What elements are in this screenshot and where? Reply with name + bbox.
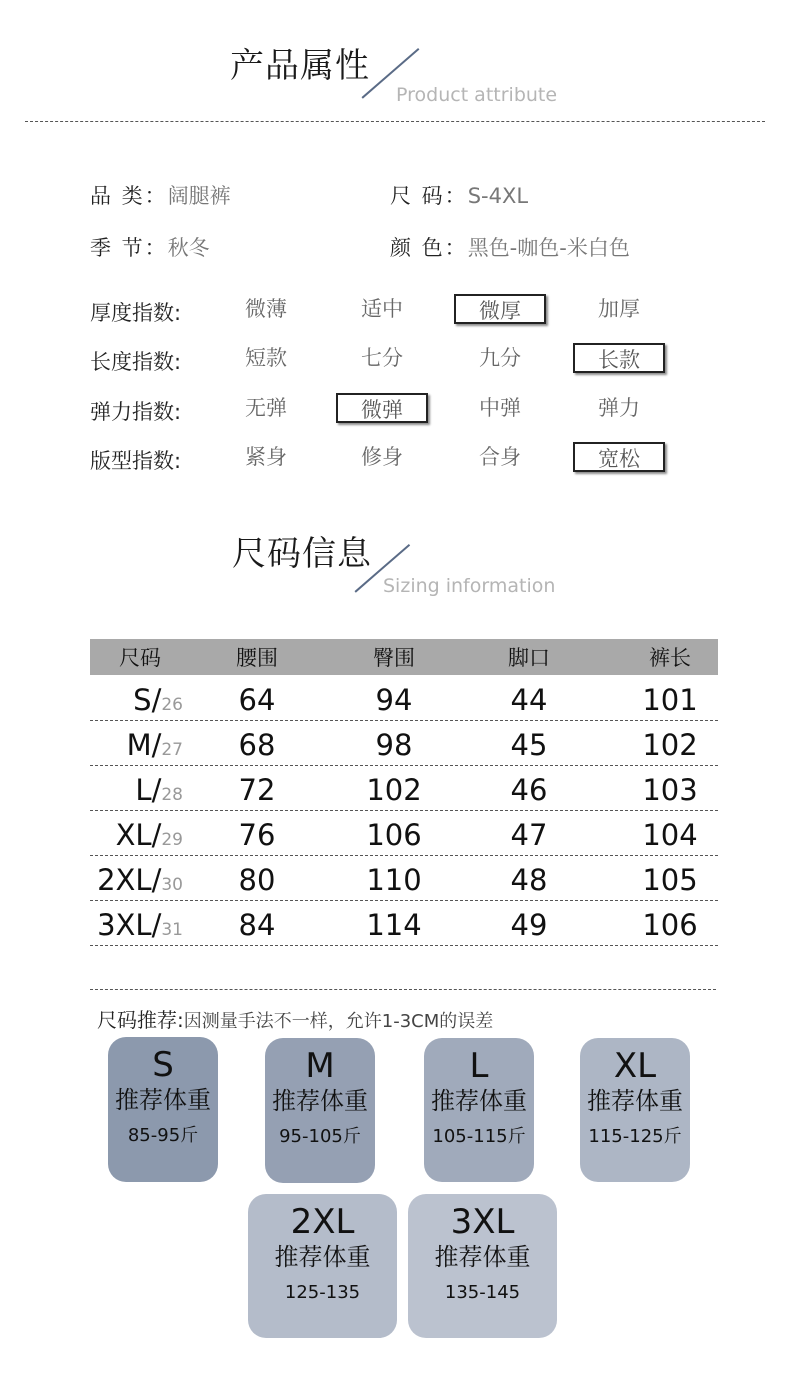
card-label: 推荐体重 bbox=[115, 1086, 211, 1114]
size-label: 2XL/ bbox=[97, 863, 162, 897]
index-option: 弹力 bbox=[598, 396, 640, 420]
attr-value: 阔腿裤 bbox=[167, 184, 231, 208]
index-option-selected: 微厚 bbox=[454, 294, 546, 324]
hip-cell: 114 bbox=[366, 908, 422, 942]
size-label: M/ bbox=[126, 728, 162, 762]
size-card bbox=[424, 1038, 534, 1182]
attr-season bbox=[90, 232, 210, 262]
index-label: 弹力指数: bbox=[90, 400, 182, 424]
index-option: 中弹 bbox=[479, 396, 521, 420]
waist-cell: 76 bbox=[238, 818, 276, 852]
hem-cell: 44 bbox=[510, 683, 548, 717]
card-size: L bbox=[469, 1046, 489, 1086]
hip-cell: 110 bbox=[366, 863, 422, 897]
attr-value: S-4XL bbox=[467, 184, 529, 208]
index-label: 版型指数: bbox=[90, 449, 182, 473]
card-range: 135-145 bbox=[444, 1282, 521, 1303]
size-card bbox=[265, 1038, 375, 1183]
card-label: 推荐体重 bbox=[272, 1087, 368, 1115]
size-section-title: 尺码信息 bbox=[232, 534, 372, 574]
card-label: 推荐体重 bbox=[431, 1087, 527, 1115]
attr-value: 秋冬 bbox=[167, 236, 210, 260]
recommend-title: 尺码推荐: bbox=[97, 1008, 184, 1032]
card-label: 推荐体重 bbox=[274, 1243, 371, 1271]
waist-cell: 64 bbox=[238, 683, 276, 717]
hem-cell: 47 bbox=[510, 818, 548, 852]
length-cell: 103 bbox=[642, 773, 698, 807]
hem-cell: 49 bbox=[510, 908, 548, 942]
hem-cell: 45 bbox=[510, 728, 548, 762]
size-number: 30 bbox=[161, 875, 183, 895]
size-card bbox=[108, 1037, 218, 1182]
index-option: 无弹 bbox=[245, 396, 287, 420]
size-label: S/ bbox=[133, 683, 162, 717]
index-option-selected: 微弹 bbox=[336, 393, 428, 423]
size-cell bbox=[90, 900, 183, 945]
index-option: 加厚 bbox=[598, 297, 640, 321]
index-option-selected: 长款 bbox=[573, 343, 665, 373]
card-range: 105-115斤 bbox=[432, 1126, 526, 1147]
section-divider bbox=[90, 989, 716, 990]
card-range: 125-135 bbox=[284, 1282, 361, 1303]
card-label: 推荐体重 bbox=[587, 1087, 683, 1115]
table-row bbox=[90, 900, 718, 946]
header-hip: 臀围 bbox=[373, 646, 415, 670]
hip-cell: 94 bbox=[375, 683, 413, 717]
card-label: 推荐体重 bbox=[434, 1243, 531, 1271]
section-divider bbox=[25, 121, 765, 122]
index-option: 合身 bbox=[479, 445, 521, 469]
hem-cell: 48 bbox=[510, 863, 548, 897]
card-range: 115-125斤 bbox=[588, 1126, 682, 1147]
index-option: 九分 bbox=[479, 346, 521, 370]
size-label: XL/ bbox=[115, 818, 162, 852]
size-cell bbox=[90, 720, 183, 765]
table-row bbox=[90, 810, 718, 856]
hip-cell: 98 bbox=[375, 728, 413, 762]
attr-label: 季 节： bbox=[90, 236, 168, 260]
waist-cell: 80 bbox=[238, 863, 276, 897]
recommend-note: 因测量手法不一样，允许1-3CM的误差 bbox=[183, 1011, 494, 1032]
header-length: 裤长 bbox=[649, 646, 691, 670]
index-option: 微薄 bbox=[245, 297, 287, 321]
attr-color bbox=[390, 232, 630, 262]
size-label: 3XL/ bbox=[97, 908, 162, 942]
length-cell: 104 bbox=[642, 818, 698, 852]
size-card bbox=[408, 1194, 557, 1338]
card-size: S bbox=[152, 1045, 174, 1085]
index-label: 长度指数: bbox=[90, 350, 182, 374]
index-option: 短款 bbox=[245, 346, 287, 370]
card-range: 85-95斤 bbox=[127, 1125, 199, 1146]
size-section-subtitle: Sizing information bbox=[383, 575, 556, 597]
table-row bbox=[90, 675, 718, 721]
index-option: 修身 bbox=[361, 445, 403, 469]
size-number: 27 bbox=[161, 740, 183, 760]
card-range: 95-105斤 bbox=[279, 1126, 361, 1147]
hem-cell: 46 bbox=[510, 773, 548, 807]
size-card bbox=[248, 1194, 397, 1338]
recommend-header bbox=[97, 1004, 493, 1033]
card-size: 3XL bbox=[450, 1202, 515, 1242]
header-waist: 腰围 bbox=[236, 646, 278, 670]
waist-cell: 72 bbox=[238, 773, 276, 807]
length-cell: 106 bbox=[642, 908, 698, 942]
attr-size bbox=[390, 180, 528, 210]
size-cell bbox=[90, 765, 183, 810]
attr-section-subtitle: Product attribute bbox=[396, 84, 558, 106]
size-number: 26 bbox=[161, 695, 183, 715]
length-cell: 105 bbox=[642, 863, 698, 897]
length-cell: 101 bbox=[642, 683, 698, 717]
size-cell bbox=[90, 675, 183, 720]
length-cell: 102 bbox=[642, 728, 698, 762]
index-label: 厚度指数: bbox=[90, 301, 182, 325]
header-size: 尺码 bbox=[119, 646, 161, 670]
attr-value: 黑色-咖色-米白色 bbox=[467, 236, 630, 260]
hip-cell: 106 bbox=[366, 818, 422, 852]
index-option: 紧身 bbox=[245, 445, 287, 469]
size-cell bbox=[90, 810, 183, 855]
card-size: M bbox=[305, 1046, 335, 1086]
index-option: 适中 bbox=[361, 297, 403, 321]
attr-section-title: 产品属性 bbox=[230, 46, 370, 86]
waist-cell: 68 bbox=[238, 728, 276, 762]
index-option: 七分 bbox=[361, 346, 403, 370]
table-row bbox=[90, 765, 718, 811]
size-label: L/ bbox=[135, 773, 162, 807]
size-table-header bbox=[90, 639, 718, 675]
attr-label: 颜 色： bbox=[390, 236, 468, 260]
attr-label: 尺 码： bbox=[390, 184, 468, 208]
attr-category bbox=[90, 180, 231, 210]
waist-cell: 84 bbox=[238, 908, 276, 942]
table-row bbox=[90, 720, 718, 766]
card-size: XL bbox=[613, 1046, 657, 1086]
size-number: 31 bbox=[161, 920, 183, 940]
table-row bbox=[90, 855, 718, 901]
attr-label: 品 类： bbox=[90, 184, 168, 208]
size-card bbox=[580, 1038, 690, 1182]
card-size: 2XL bbox=[290, 1202, 355, 1242]
hip-cell: 102 bbox=[366, 773, 422, 807]
size-cell bbox=[90, 855, 183, 900]
index-option-selected: 宽松 bbox=[573, 442, 665, 472]
header-hem: 脚口 bbox=[508, 646, 550, 670]
size-number: 29 bbox=[161, 830, 183, 850]
size-number: 28 bbox=[161, 785, 183, 805]
